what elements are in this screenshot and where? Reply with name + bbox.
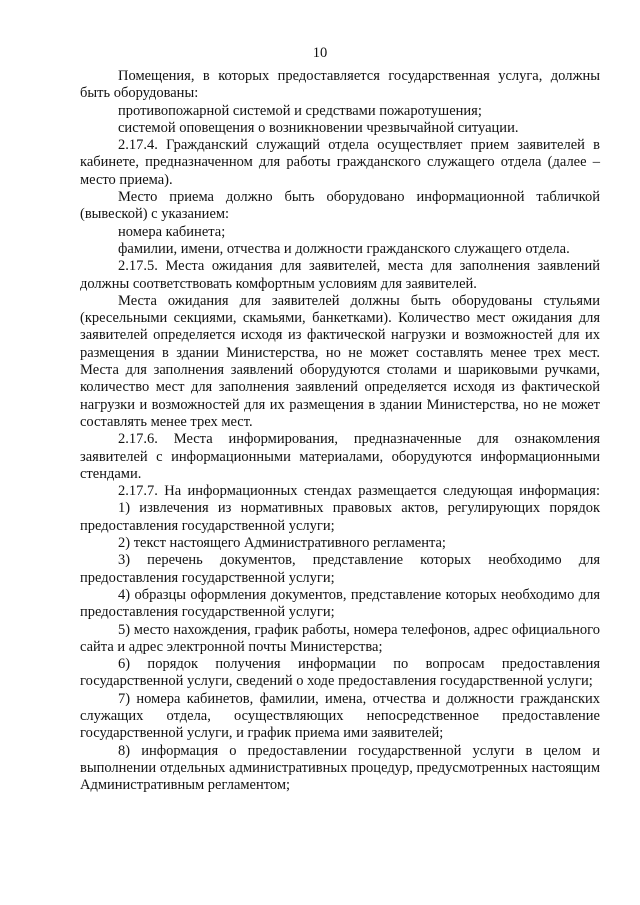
paragraph-fire-system: противопожарной системой и средствами пожаротушения; — [118, 102, 482, 119]
list-item-5: 5) место нахождения, график работы, номера телефонов, адрес официального сайта и адрес электронной почты Министерства; — [80, 621, 600, 655]
list-item-6: 6) порядок получения информации по вопросам предоставления государственной услуги, сведений о ходе предоставления государственной услуги; — [80, 656, 600, 690]
paragraph-office-number: номера кабинета; — [118, 223, 226, 240]
paragraph-waiting-places: Места ожидания для заявителей должны быть оборудованы стульями (кресельными секциями, скамьями, банкетками). Количество мест ожидания для заявителей определяется исходя из фактической нагрузки и возможностей для их размещения в здании Министерства, но не может составлять менее трех мест. Места для заполнения заявлений оборудуются столами и шариковыми ручками, количество мест для заполнения заявлений определяется исходя из фактической нагрузки и возможностей для их размещения в здании Министерства, но не может составлять менее трех мест. — [80, 292, 600, 430]
paragraph-2-17-6: 2.17.6. Места информирования, предназначенные для ознакомления заявителей с информационными материалами, оборудуются информационными стендами. — [80, 431, 600, 482]
paragraph-2-17-5: 2.17.5. Места ожидания для заявителей, места для заполнения заявлений должны соответствовать комфортным условиям для заявителей. — [80, 258, 600, 292]
page-number: 10 — [312, 45, 328, 61]
paragraph-reception-sign: Место приема должно быть оборудовано информационной табличкой (вывеской) с указанием: — [80, 189, 600, 223]
list-item-2: 2) текст настоящего Административного регламента; — [118, 535, 446, 552]
paragraph-premises-equipment: Помещения, в которых предоставляется государственная услуга, должны быть оборудованы: — [80, 68, 600, 102]
document-body — [80, 68, 600, 794]
paragraph-2-17-7: 2.17.7. На информационных стендах размещается следующая информация: — [118, 483, 600, 500]
paragraph-alert-system: системой оповещения о возникновении чрезвычайной ситуации. — [118, 119, 519, 136]
paragraph-employee-name: фамилии, имени, отчества и должности гражданского служащего отдела. — [118, 240, 570, 257]
list-item-3: 3) перечень документов, представление которых необходимо для предоставления государственной услуги; — [80, 552, 600, 586]
list-item-4: 4) образцы оформления документов, представление которых необходимо для предоставления государственной услуги; — [80, 586, 600, 621]
paragraph-2-17-4: 2.17.4. Гражданский служащий отдела осуществляет прием заявителей в кабинете, предназначенном для работы гражданского служащего отдела (далее – место приема). — [80, 137, 600, 188]
list-item-8: 8) информация о предоставлении государственной услуги в целом и выполнении отдельных административных процедур, предусмотренных настоящим Административным регламентом; — [80, 742, 600, 794]
list-item-7: 7) номера кабинетов, фамилии, имена, отчества и должности гражданских служащих отдела, осуществляющих непосредственное предоставление государственной услуги, и график приема ими заявителей; — [80, 690, 600, 742]
list-item-1: 1) извлечения из нормативных правовых актов, регулирующих порядок предоставления государственной услуги; — [80, 500, 600, 534]
